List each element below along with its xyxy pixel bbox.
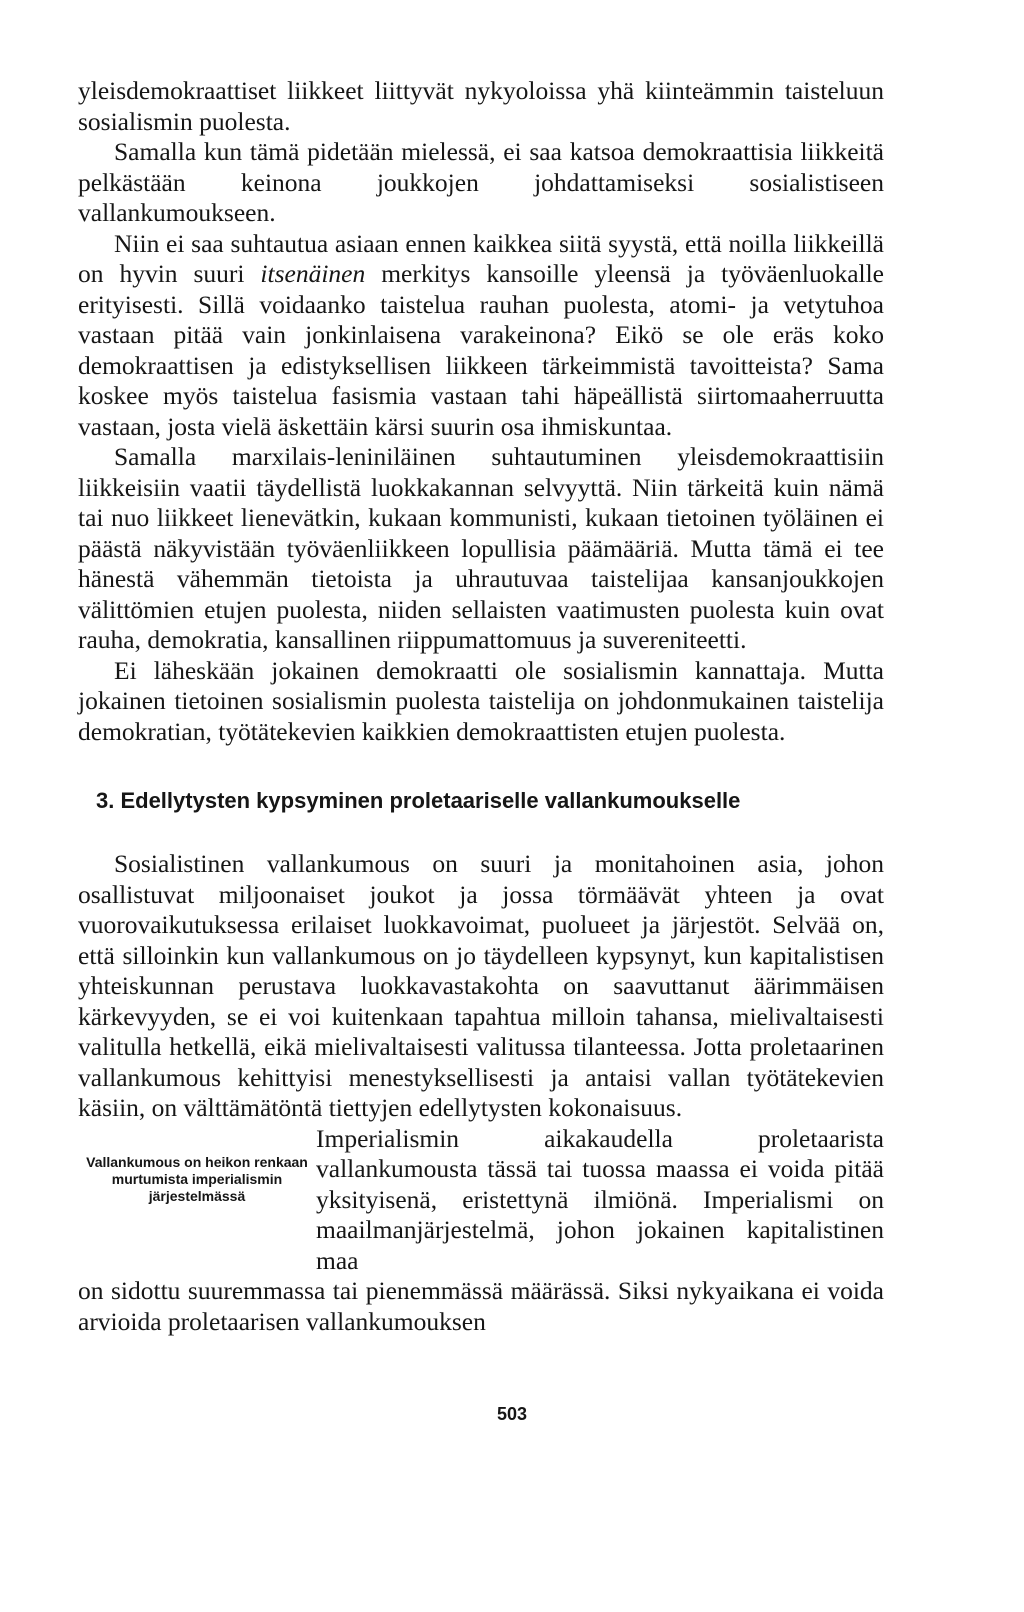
paragraph-3-end: merkitys kansoille yleensä ja työväenluokalle erityisesti. Sillä voidaanko taistelua rauhan puolesta, atomi- ja vetytuhoa vastaan pitää vain jonkinlaisena varakeinona? Eikö se ole eräs koko demokraattisen ja edistyksellisen liikkeen tärkeimmistä tavoitteista? Sama koskee myös taistelua fasismia vastaan tahi häpeällistä siirtomaaherruutta vastaan, josta vielä äskettäin kärsi suurin osa ihmiskuntaa. — [78, 259, 884, 441]
section-paragraph-2-rest: on sidottu suuremmassa tai pienemmässä määrässä. Siksi nykyaikana ei voida arvioida proletaarisen vallankumouksen — [78, 1276, 884, 1336]
section-heading: 3. Edellytysten kypsyminen proletaariselle vallankumoukselle — [96, 788, 741, 813]
section-paragraph-2-start: Imperialismin aikakaudella proletaarista vallankumousta tässä tai tuossa maassa ei voida pitää yksityisenä, eristettynä ilmiönä. Imperialismi on maailmanjärjestelmä, johon jokainen kapitalistinen maa — [316, 1123, 884, 1275]
margin-note: Vallankumous on heikon renkaan murtumista imperialismin järjestelmässä — [86, 1153, 308, 1204]
paragraph-5: Ei läheskään jokainen demokraatti ole sosialismin kannattaja. Mutta jokainen tietoinen sosialismin puolesta taistelija on johdonmukainen taistelija demokratian, työtätekevien kaikkien demokraattisten etujen puolesta. — [78, 655, 884, 746]
paragraph-2: Samalla kun tämä pidetään mielessä, ei saa katsoa demokraattisia liikkeitä pelkästään keinona joukkojen johdattamiseksi sosialistiseen vallankumoukseen. — [78, 137, 884, 227]
paragraph-4: Samalla marxilais-leniniläinen suhtautuminen yleisdemokraattisiin liikkeisiin vaatii täydellistä luokkakannan selvyyttä. Niin tärkeitä kuin nämä tai nuo liikkeet lienevätkin, kukaan kommunisti, kukaan tietoinen työläinen ei päästä näkyvistään työväenliikkeen lopullisia päämääriä. Mutta tämä ei tee hänestä vähemmän tietoista ja uhrautuvaa taistelijaa kansanjoukkojen välittömien etujen puolesta, niiden sellaisten vaatimusten puolesta kuin ovat rauha, demokratia, kansallinen riippumattomuus ja suvereniteetti. — [78, 442, 884, 654]
emphasis-itsenainen: itsenäinen — [260, 259, 366, 288]
page-number: 503 — [496, 1404, 528, 1424]
sidebar-text — [316, 1124, 884, 1277]
paragraph-continuation: yleisdemokraattiset liikkeet liittyvät nykyoloissa yhä kiinteämmin taisteluun sosialismin puolesta. — [78, 76, 884, 136]
paragraph-3-start: Niin ei saa suhtautua asiaan ennen kaikkea siitä syystä, että noilla liikkeillä on hyvin suuri — [78, 228, 884, 288]
section-paragraph-1: Sosialistinen vallankumous on suuri ja monitahoinen asia, johon osallistuvat miljoonaiset joukot ja jossa törmäävät yhteen ja ovat vuorovaikutuksessa erilaiset luokkavoimat, puolueet ja järjestöt. Selvää on, että silloinkin kun vallankumous on jo täydelleen kypsynyt, kun kapitalistisen yhteiskunnan perustava luokkavastakohta on saavuttanut äärimmäisen kärkevyyden, se ei voi kuitenkaan tapahtua milloin tahansa, mielivaltaisesti valitulla hetkellä, eikä mielivaltaisesti valitussa tilanteessa. Jotta proletaarinen vallankumous kehittyisi menestyksellisesti ja antaisi vallan työtätekevien käsiin, on välttämätöntä tiettyjen edellytysten kokonaisuus. — [78, 849, 884, 1122]
sidebar-block — [78, 1124, 884, 1277]
paragraph-3 — [78, 229, 884, 443]
